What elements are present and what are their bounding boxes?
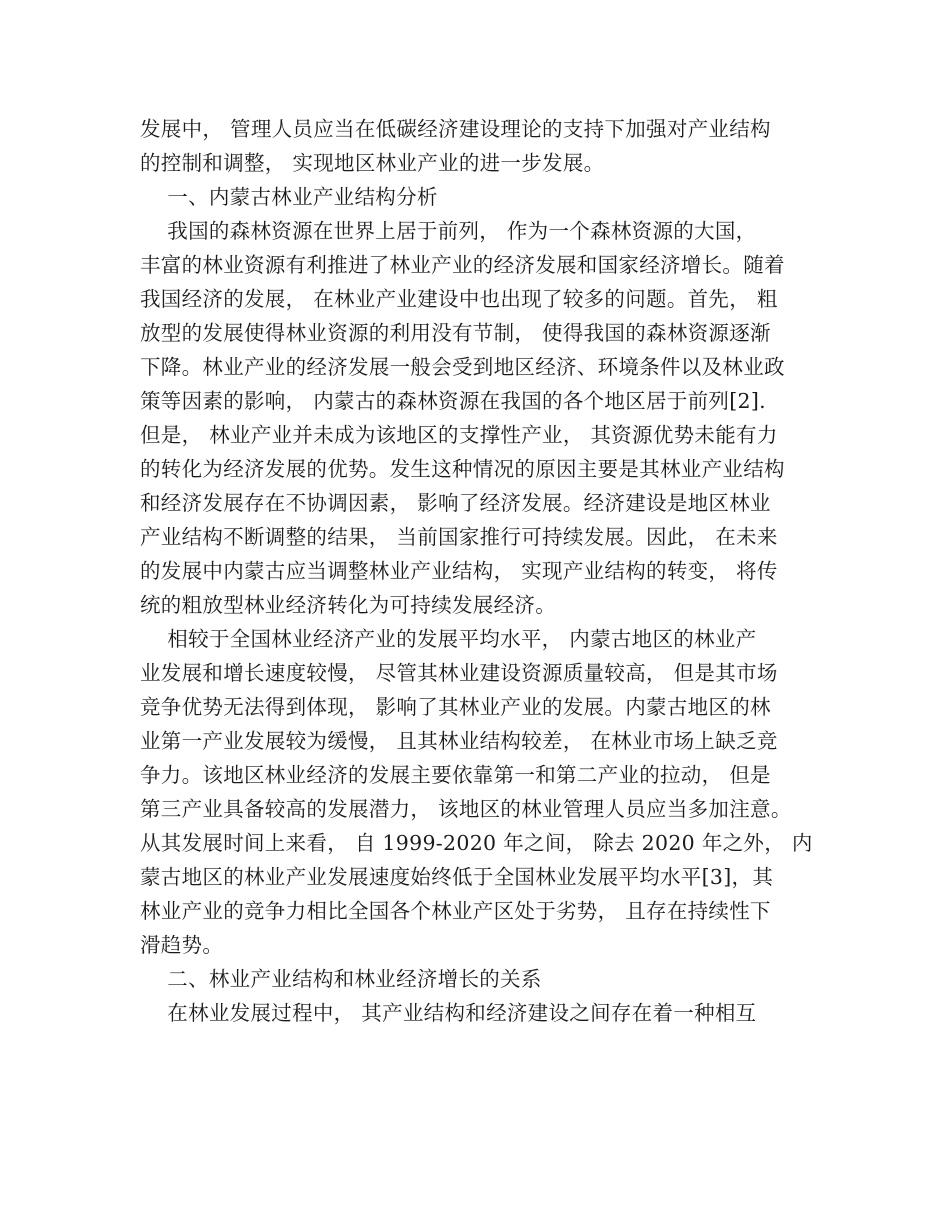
text-line: 争力。该地区林业经济的发展主要依靠第一和第二产业的拉动， 但是 — [140, 763, 771, 787]
text-line: 滑趋势。 — [140, 933, 224, 957]
text-line: 统的粗放型林业经济转化为可持续发展经济。 — [140, 593, 556, 617]
text-line: 放型的发展使得林业资源的利用没有节制， 使得我国的森林资源逐渐 — [140, 321, 771, 345]
text-line: 的控制和调整， 实现地区林业产业的进一步发展。 — [140, 151, 605, 175]
text-line: 蒙古地区的林业产业发展速度始终低于全国林业发展平均水平[3]，其 — [140, 865, 774, 889]
text-line: 在林业发展过程中， 其产业结构和经济建设之间存在着一种相互 — [140, 1001, 757, 1025]
text-line: 但是， 林业产业并未成为该地区的支撑性产业， 其资源优势未能有力 — [140, 423, 778, 447]
text-line: 产业结构不断调整的结果， 当前国家推行可持续发展。因此， 在未来 — [140, 525, 778, 549]
text-line: 丰富的林业资源有利推进了林业产业的经济发展和国家经济增长。随着 — [140, 253, 785, 277]
text-line: 的发展中内蒙古应当调整林业产业结构， 实现产业结构的转变， 将传 — [140, 559, 778, 583]
text-line: 我国的森林资源在世界上居于前列， 作为一个森林资源的大国， — [140, 219, 757, 243]
text-line: 发展中， 管理人员应当在低碳经济建设理论的支持下加强对产业结构 — [140, 117, 771, 141]
text-line: 和经济发展存在不协调因素， 影响了经济发展。经济建设是地区林业 — [140, 491, 771, 515]
text-line: 林业产业的竞争力相比全国各个林业产区处于劣势， 且存在持续性下 — [140, 899, 771, 923]
text-line: 业第一产业发展较为缓慢， 且其林业结构较差， 在林业市场上缺乏竞 — [140, 729, 778, 753]
text-line: 下降。林业产业的经济发展一般会受到地区经济、环境条件以及林业政 — [140, 355, 785, 379]
text-line: 相较于全国林业经济产业的发展平均水平， 内蒙古地区的林业产 — [140, 627, 757, 651]
text-line: 从其发展时间上来看， 自 1999-2020 年之间， 除去 2020 年之外， 内 — [140, 831, 813, 855]
text-line: 策等因素的影响， 内蒙古的森林资源在我国的各个地区居于前列[2]. — [140, 389, 766, 413]
text-line: 我国经济的发展， 在林业产业建设中也出现了较多的问题。首先， 粗 — [140, 287, 778, 311]
text-line: 第三产业具备较高的发展潜力， 该地区的林业管理人员应当多加注意。 — [140, 797, 792, 821]
section-heading-2: 二、林业产业结构和林业经济增长的关系 — [140, 967, 542, 991]
text-line: 的转化为经济发展的优势。发生这种情况的原因主要是其林业产业结构 — [140, 457, 785, 481]
text-line: 业发展和增长速度较慢， 尽管其林业建设资源质量较高， 但是其市场 — [140, 661, 778, 685]
text-line: 竞争优势无法得到体现， 影响了其林业产业的发展。内蒙古地区的林 — [140, 695, 771, 719]
section-heading-1: 一、内蒙古林业产业结构分析 — [140, 185, 438, 209]
